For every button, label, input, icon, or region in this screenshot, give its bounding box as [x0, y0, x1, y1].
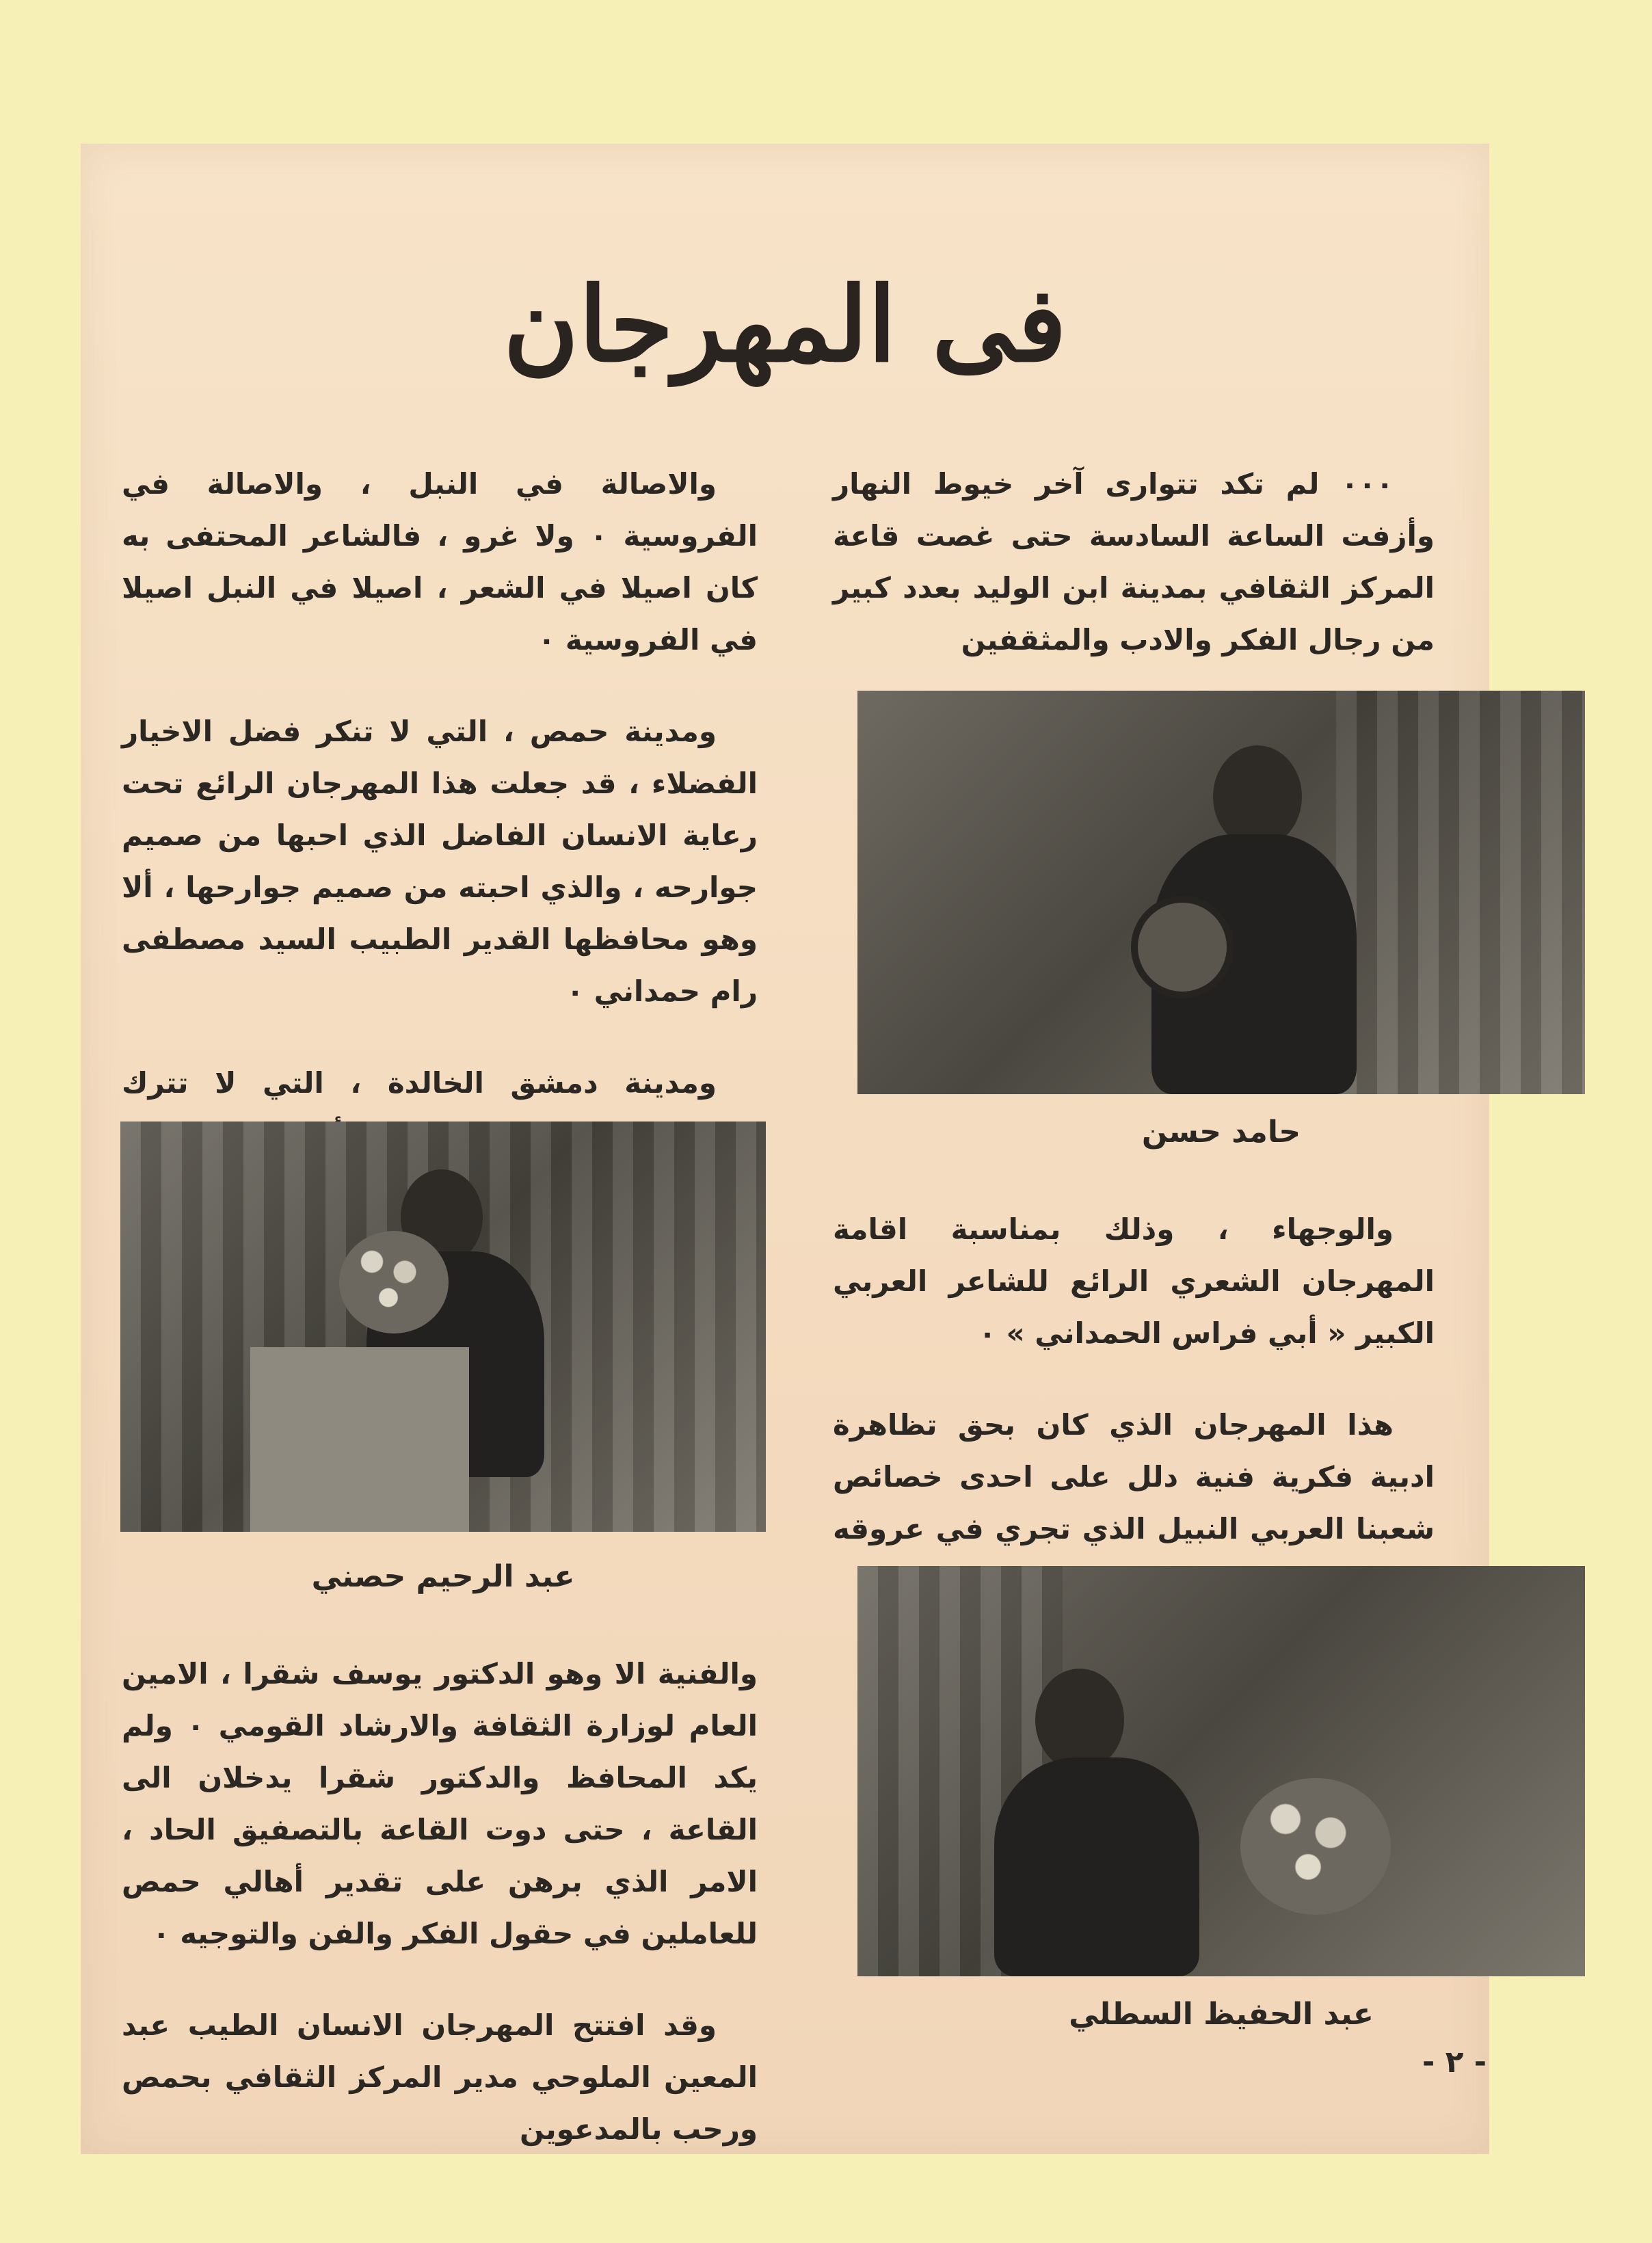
paragraph: ومدينة حمص ، التي لا تنكر فضل الاخيار الفضلاء ، قد جعلت هذا المهرجان الرائع تحت رعاية الانسان الفاضل الذي احبها من صميم جوارحه ، والذي احبته من صميم جوارحها ، ألا وهو محافظها القدير الطبيب السيد مصطفى رام حمداني ٠ — [122, 715, 758, 1008]
paragraph: والوجهاء ، وذلك بمناسبة اقامة المهرجان الشعري الرائع للشاعر العربي الكبير « أبي فراس الحمداني » ٠ — [833, 1212, 1435, 1350]
paragraph: ٠٠٠ لم تكد تتوارى آخر خيوط النهار وأزفت الساعة السادسة حتى غصت قاعة المركز الثقافي بمدينة ابن الوليد بعدد كبير من رجال الفكر والادب والمثقفين — [833, 467, 1435, 656]
paragraph: والاصالة في النبل ، والاصالة في الفروسية ٠ ولا غرو ، فالشاعر المحتفى به كان اصيلا في الشعر ، اصيلا في النبل اصيلا في الفروسية ٠ — [122, 467, 758, 656]
left-column-bottom — [122, 1648, 758, 2195]
photo-abdul-rahim-hosni — [120, 1122, 766, 1532]
photo-abdul-hafiz-satli — [857, 1566, 1585, 1976]
paragraph: والفنية الا وهو الدكتور يوسف شقرا ، الامين العام لوزارة الثقافة والارشاد القومي ٠ ولم يكد المحافظ والدكتور شقرا يدخلان الى القاعة ، حتى دوت القاعة بالتصفيق الحاد ، الامر الذي برهن على تقدير أهالي حمص للعاملين في حقول الفكر والفن والتوجيه ٠ — [122, 1657, 758, 1950]
right-column-intro — [833, 458, 1435, 706]
paragraph: ومدينة دمشق الخالدة ، التي لا تترك — [122, 1066, 717, 1100]
page-title: فى المهرجان — [503, 265, 1067, 385]
magazine-page — [81, 144, 1489, 2154]
paragraph: هذا المهرجان الذي كان بحق تظاهرة ادبية فكرية فنية دلل على احدى خصائص شعبنا العربي النبيل الذي تجري في عروقه — [833, 1408, 1435, 1545]
photo-hamed-hassan — [857, 691, 1585, 1094]
photo-caption-2: عبد الرحيم حصني — [311, 1559, 575, 1594]
page-number: - ٢ - — [1422, 2045, 1487, 2080]
photo-caption-1: حامد حسن — [1141, 1115, 1301, 1150]
paragraph: وقد افتتح المهرجان الانسان الطيب عبد المعين الملوحي مدير المركز الثقافي بحمص ورحب بالمدعوين — [122, 2008, 758, 2146]
photo-caption-3: عبد الحفيظ السطلي — [1069, 1997, 1374, 2032]
